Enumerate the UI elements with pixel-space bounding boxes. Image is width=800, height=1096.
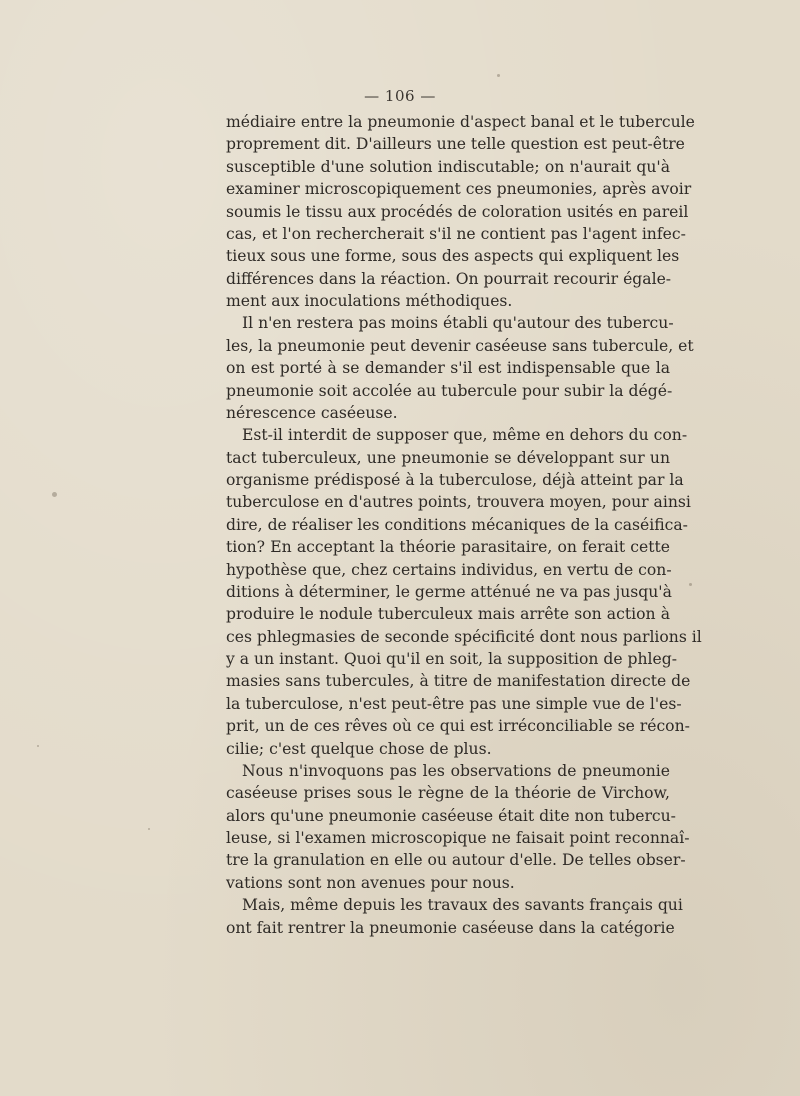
text-line: alors qu'une pneumonie caséeuse était dite non tubercu- [226, 806, 676, 825]
text-line: tact tuberculeux, une pneumonie se développant sur un [226, 448, 670, 467]
text-line: leuse, si l'examen microscopique ne faisait point reconnaî- [226, 829, 690, 847]
text-line: examiner microscopiquement ces pneumonies, après avoir [226, 180, 692, 199]
text-line: dire, de réaliser les conditions mécaniques de la caséifica- [226, 515, 688, 534]
paragraph [226, 760, 690, 894]
text-line: ditions à déterminer, le germe atténué ne va pas jusqu'à [226, 582, 672, 601]
text-line: cas, et l'on rechercherait s'il ne contient pas l'agent infec- [226, 224, 686, 243]
text-line: Mais, même depuis les travaux des savants français qui [242, 896, 683, 915]
text-line: différences dans la réaction. On pourrait recourir égale- [226, 269, 672, 288]
text-line: prit, un de ces rêves où ce qui est irréconciliable se récon- [226, 717, 690, 736]
paper-speck [497, 74, 500, 77]
text-line: soumis le tissu aux procédés de coloration usités en pareil [226, 202, 689, 221]
text-line: caséeuse prises sous le règne de la théorie de Virchow, [226, 784, 670, 803]
text-line: nérescence caséeuse. [226, 403, 398, 422]
text-line: vations sont non avenues pour nous. [226, 873, 515, 892]
text-line: hypothèse que, chez certains individus, en vertu de con- [226, 560, 672, 579]
text-line: y a un instant. Quoi qu'il en soit, la supposition de phleg- [226, 650, 678, 668]
paragraph [226, 424, 702, 760]
paragraph [226, 894, 683, 939]
text-line: produire le nodule tuberculeux mais arrête son action à [226, 605, 670, 624]
text-line: tre la granulation en elle ou autour d'elle. De telles obser- [226, 851, 686, 870]
text-line: Nous n'invoquons pas les observations de pneumonie [242, 761, 670, 780]
text-line: organisme prédisposé à la tuberculose, déjà atteint par la [226, 471, 684, 489]
paragraph [226, 111, 695, 312]
text-line: la tuberculose, n'est peut-être pas une simple vue de l'es- [226, 694, 682, 713]
page-number: — 106 — [364, 87, 436, 105]
text-line: susceptible d'une solution indiscutable; on n'aurait qu'à [226, 157, 670, 176]
text-line: tuberculose en d'autres points, trouvera moyen, pour ainsi [226, 493, 691, 512]
text-line: proprement dit. D'ailleurs une telle question est peut-être [226, 135, 685, 154]
text-line: Est-il interdit de supposer que, même en dehors du con- [242, 426, 688, 445]
text-line: médiaire entre la pneumonie d'aspect banal et le tubercule [226, 113, 695, 131]
paragraph [226, 312, 694, 424]
paper-speck [52, 492, 57, 497]
body-text [226, 111, 702, 939]
text-line: ces phlegmasies de seconde spécificité dont nous parlions il [226, 627, 702, 646]
text-line: ont fait rentrer la pneumonie caséeuse dans la catégorie [226, 918, 675, 937]
text-line: les, la pneumonie peut devenir caséeuse sans tubercule, et [226, 336, 694, 355]
paper-speck [148, 828, 150, 830]
text-line: masies sans tubercules, à titre de manifestation directe de [226, 672, 691, 691]
text-line: Il n'en restera pas moins établi qu'autour des tubercu- [242, 314, 674, 333]
paper-speck [689, 583, 692, 586]
text-line: pneumonie soit accolée au tubercule pour subir la dégé- [226, 381, 673, 400]
text-line: tieux sous une forme, sous des aspects qui expliquent les [226, 247, 680, 266]
text-line: on est porté à se demander s'il est indispensable que la [226, 359, 670, 378]
text-line: ment aux inoculations méthodiques. [226, 292, 513, 310]
paper-speck [37, 745, 39, 747]
text-line: tion? En acceptant la théorie parasitaire, on ferait cette [226, 538, 670, 557]
text-line: cilie; c'est quelque chose de plus. [226, 739, 492, 758]
